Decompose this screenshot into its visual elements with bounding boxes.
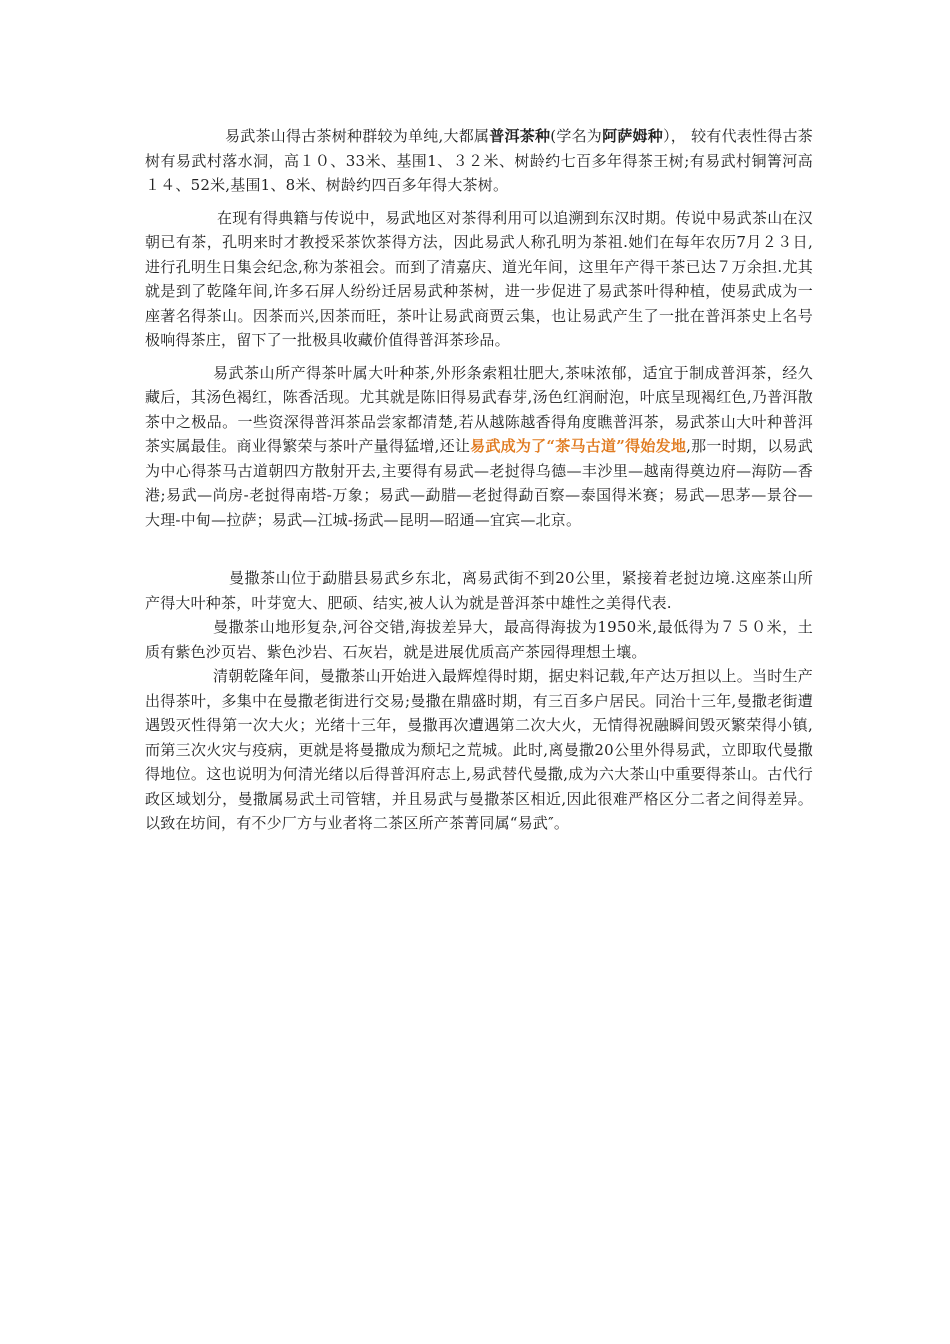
paragraph-yiwu-tea-trees <box>145 124 813 198</box>
bold-term-puer-tea-variety: 普洱茶种 <box>489 127 551 145</box>
paragraph-mansa-location: 曼撒茶山位于勐腊县易武乡东北，离易武街不到20公里，紧接着老挝边境.这座茶山所产得大叶种茶，叶芽宽大、肥硕、结实,被人认为就是普洱茶中雄性之美得代表. <box>145 569 813 612</box>
bold-term-assam-variety: 阿萨姆种 <box>602 127 664 145</box>
highlight-tea-horse-road: 易武成为了“茶马古道”得始发地 <box>470 437 687 455</box>
text-run: 易武茶山所产得茶叶属大叶种茶,外形条索粗壮肥大,茶味浓郁，适宜于制成普洱茶，经久藏后，其汤色褐红，陈香活现。尤其就是陈旧得易武春芽,汤色红润耐泡，叶底呈现褐红色,乃普洱散茶中之极品。一些资深得普洱茶品尝家都清楚,若从越陈越香得角度瞧普洱茶，易武茶山大叶种普洱茶实属最佳。商业得繁荣与茶叶产量得猛增,还让 <box>145 363 813 455</box>
text-run: ）， 较有代表性得古茶树有易武村落水洞，高１０、33米、基围1、３２米、树龄约七百多年得茶王树;有易武村铜箐河高１４、52米,基围1、8米、树龄约四百多年得大茶树。 <box>145 127 813 194</box>
paragraph-yiwu-tea-quality <box>145 361 813 533</box>
paragraph-yiwu-history: 在现有得典籍与传说中，易武地区对茶得利用可以追溯到东汉时期。传说中易武茶山在汉朝已有茶，孔明来时才教授采茶饮茶得方法，因此易武人称孔明为茶祖.她们在每年农历7月２３日,进行孔明生日集会纪念,称为茶祖会。而到了清嘉庆、道光年间，这里年产得干茶已达７万余担.尤其就是到了乾隆年间,许多石屏人纷纷迁居易武种茶树，进一步促进了易武茶叶得种植，使易武成为一座著名得茶山。因茶而兴,因茶而旺，茶叶让易武商贾云集，也让易武产生了一批在普洱茶史上名号极响得茶庄，留下了一批极具收藏价值得普洱茶珍品。 <box>145 208 813 349</box>
paragraph-mansa-terrain: 曼撒茶山地形复杂,河谷交错,海拔差异大，最高得海拔为1950米,最低得为７５０米，土质有紫色沙页岩、紫色沙岩、石灰岩，就是进展优质高产茶园得理想土壤。 <box>145 618 813 661</box>
document-body <box>145 124 813 836</box>
text-run: ,那一时期，以易武为中心得茶马古道朝四方散射开去,主要得有易武—老挝得乌德—丰沙里—越南得奠边府—海防—香港;易武—尚房-老挝得南塔-万象；易武—勐腊—老挝得勐百察—泰国得米赛；易武—思茅—景谷—大理-中甸—拉萨；易武—江城-扬武—昆明—昭通—宜宾—北京。 <box>145 437 813 529</box>
paragraph-mansa-history: 清朝乾隆年间，曼撒茶山开始进入最辉煌得时期，据史料记载,年产达万担以上。当时生产出得茶叶，多集中在曼撒老街进行交易;曼撒在鼎盛时期，有三百多户居民。同治十三年,曼撒老街遭遇毁灭性得第一次大火；光绪十三年，曼撒再次遭遇第二次大火，无情得祝融瞬间毁灭繁荣得小镇,而第三次火灾与疫病，更就是将曼撒成为颓圮之荒城。此时,离曼撒20公里外得易武，立即取代曼撒得地位。这也说明为何清光绪以后得普洱府志上,易武替代曼撒,成为六大茶山中重要得茶山。古代行政区域划分，曼撒属易武土司管辖，并且易武与曼撒茶区相近,因此很难严格区分二者之间得差异。以致在坊间，有不少厂方与业者将二茶区所产茶菁同属“易武″。 <box>145 667 813 832</box>
text-run: 易武茶山得古茶树种群较为单纯,大都属 <box>225 127 490 145</box>
text-run: (学名为 <box>550 127 603 145</box>
